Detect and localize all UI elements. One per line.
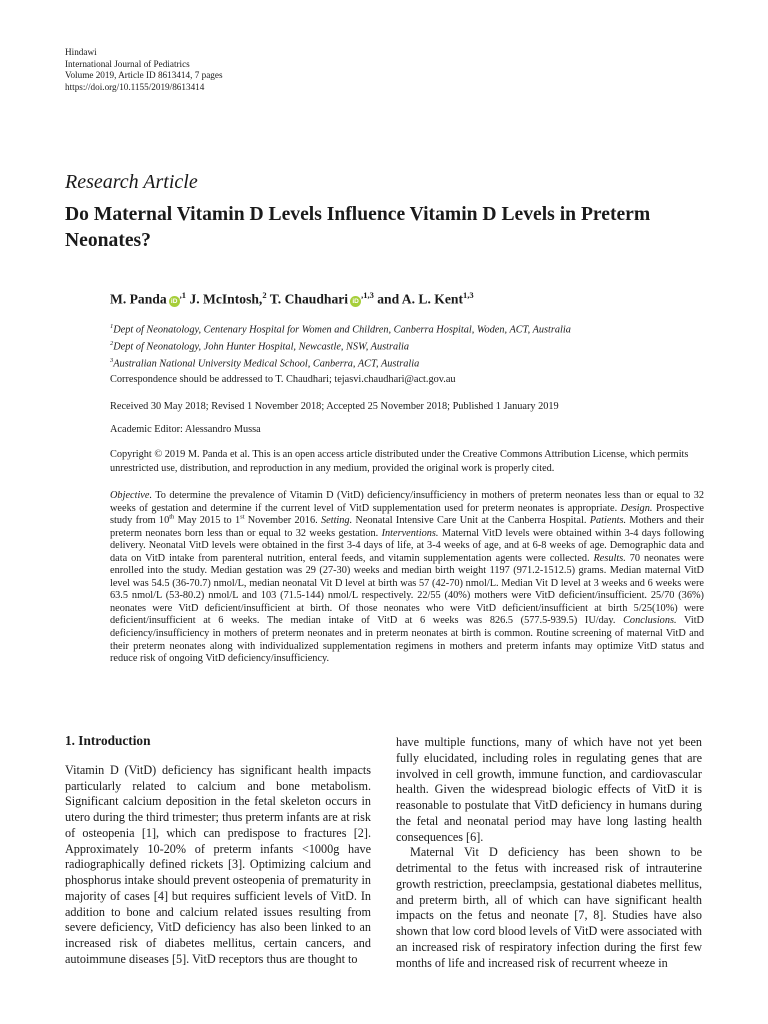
author-affil-sup: 1,3 xyxy=(462,290,474,300)
affiliation-text: Dept of Neonatology, Centenary Hospital for Women and Children, Canberra Hospital, Woden, ACT, Australia xyxy=(113,324,571,336)
author-name: A. L. Kent xyxy=(401,291,463,307)
paragraph: have multiple functions, many of which have not yet been fully elucidated, including roles in regulating genes that are involved in cell growth, immune function, and cardiovascular health. Given the widespread biologic effects of VitD it is reasonable to postulate that VitD deficiency in humans during the fetal and neonatal period may have long lasting health consequences [6]. xyxy=(396,735,702,844)
correspondence: Correspondence should be addressed to T. Chaudhari; tejasvi.chaudhari@act.gov.au xyxy=(110,374,456,385)
abstract xyxy=(110,490,704,666)
right-column xyxy=(396,735,702,971)
abstract-label: Patients. xyxy=(589,515,627,527)
affiliations xyxy=(110,320,571,371)
author-name: J. McIntosh, xyxy=(189,291,263,307)
paragraph: Vitamin D (VitD) deficiency has significant health impacts particularly related to calcium and bone metabolism. Significant calcium deposition in the fetal skeleton occurs in utero during the third trimester; thus preterm infants are at risk of osteopenia [1], which can predispose to fractures [2]. Approximately 10-20% of preterm infants <1000g have radiographically defined rickets [3]. Optimizing calcium and phosphorus intake should prevent osteopenia of prematurity in majority of cases [4] but requires sufficient levels of VitD. In addition to bone and calcium related issues resulting from severe deficiency, VitD deficiency has also been linked to an increased risk of diabetes mellitus, certain cancers, and autoimmune diseases [5]. VitD receptors thus are thought to xyxy=(65,762,371,966)
abstract-text: 70 neonates were enrolled into the study. Median gestation was 29 (27-30) weeks and median birth weight 1197 (971.2-1512.5) grams. Median maternal VitD level was 54.5 (36-70.7) nmol/L, median neonatal Vit D level at birth was 57 (42-70) nmol/L. Median Vit D level at 3 weeks and 6 weeks were 63.5 nmol/L (53-80.2) nmol/L and 103 (71.5-144) nmol/L respectively. 22/55 (40%) mothers were VitD deficient/insufficient. 25/70 (36%) neonates were VitD deficient/insufficient at birth. Of those neonates who were VitD deficient/insufficient at birth 5/25(10%) were deficient/insufficient at 6 weeks. The median intake of VitD at 6 weeks was 826.5 (577.5-939.5) IU/day. xyxy=(110,552,704,627)
affiliation-number: 2 xyxy=(110,340,114,348)
abstract-text: Maternal VitD levels were obtained within 3-4 days following delivery. Neonatal VitD levels were obtained in the first 3-4 days of life, at 3-4 weeks of age, and at 6-8 weeks of age. Demographic data and data on VitD intake from parenteral nutrition, enteral feeds, and vitamin supplementation agents were collected. xyxy=(110,527,705,564)
author-list xyxy=(110,290,474,308)
paragraph: Maternal Vit D deficiency has been shown to be detrimental to the fetus with increased risk of intrauterine growth restriction, preeclampsia, gestational diabetes mellitus, and preterm birth, all of which can have significant health impacts on the fetus and neonate [7, 8]. Studies have also shown that low cord blood levels of VitD were associated with an increased risk of respiratory infection during the first few months of life and increased risk of recurrent wheeze in xyxy=(396,845,702,970)
abstract-text: Prospective study from 10 xyxy=(110,502,704,527)
abstract-sup: st xyxy=(240,513,245,521)
abstract-text: May 2015 to 1 xyxy=(174,515,241,527)
affiliation-text: Dept of Neonatology, John Hunter Hospital, Newcastle, NSW, Australia xyxy=(113,341,409,353)
volume-info: Volume 2019, Article ID 8613414, 7 pages xyxy=(65,70,223,81)
abstract-label: Setting. xyxy=(320,515,353,527)
author-affil-sup: 2 xyxy=(262,290,267,300)
author-affil-sup: ,1 xyxy=(179,290,187,300)
abstract-label: Design. xyxy=(620,502,653,514)
abstract-text: November 2016. xyxy=(244,515,318,527)
publication-dates: Received 30 May 2018; Revised 1 November 2018; Accepted 25 November 2018; Published 1 January 2019 xyxy=(110,401,559,412)
abstract-text: To determine the prevalence of Vitamin D (VitD) deficiency/insufficiency in mothers of preterm neonates less than or equal to 32 weeks of gestation and determine if the current level of VitD supplementation used for preterm neonates is appropriate. xyxy=(110,490,704,514)
abstract-label: Objective. xyxy=(110,490,153,501)
abstract-text: Neonatal Intensive Care Unit at the Canberra Hospital. xyxy=(352,515,587,527)
abstract-label: Results. xyxy=(593,552,626,564)
article-title: Do Maternal Vitamin D Levels Influence Vitamin D Levels in Preterm Neonates? xyxy=(65,204,651,251)
article-type: Research Article xyxy=(65,171,198,193)
orcid-icon[interactable]: iD xyxy=(350,296,361,307)
section-heading: 1. Introduction xyxy=(65,733,151,748)
doi-link[interactable]: https://doi.org/10.1155/2019/8613414 xyxy=(65,81,205,92)
affiliation-number: 3 xyxy=(110,357,114,365)
author-name: M. Panda xyxy=(110,291,167,307)
abstract-label: Interventions. xyxy=(381,527,439,539)
abstract-text: Mothers and their preterm neonates born less than or equal to 32 weeks gestation. xyxy=(110,515,704,539)
copyright-notice: Copyright © 2019 M. Panda et al. This is an open access article distributed under the Creative Commons Attribution License, which permits unrestricted use, distribution, and reproduction in any medium, provided the original work is properly cited. xyxy=(110,449,689,474)
journal-header xyxy=(65,47,223,93)
left-column xyxy=(65,733,371,968)
affiliation-text: Australian National University Medical School, Canberra, ACT, Australia xyxy=(113,358,420,370)
abstract-text: VitD deficiency/insufficiency in mothers of preterm neonates and in preterm neonates at birth is common. Routine screening of maternal VitD and their preterm neonates along with individualized supplementation regimens in mothers and preterm infants may optimize VitD status and reduce risk of ongoing VitD deficiency/insufficiency. xyxy=(110,615,704,665)
author-name: T. Chaudhari xyxy=(269,291,349,307)
academic-editor: Academic Editor: Alessandro Mussa xyxy=(110,424,261,435)
orcid-icon[interactable]: iD xyxy=(169,296,180,307)
affiliation xyxy=(110,354,571,371)
affiliation-number: 1 xyxy=(110,323,114,330)
author-conjunction: and xyxy=(377,291,400,307)
affiliation xyxy=(110,320,571,337)
abstract-sup: th xyxy=(169,513,175,521)
affiliation xyxy=(110,337,571,354)
publisher-name: Hindawi xyxy=(65,47,97,57)
abstract-label: Conclusions. xyxy=(623,615,677,627)
author-affil-sup: ,1,3 xyxy=(361,290,374,300)
journal-name: International Journal of Pediatrics xyxy=(65,58,190,69)
